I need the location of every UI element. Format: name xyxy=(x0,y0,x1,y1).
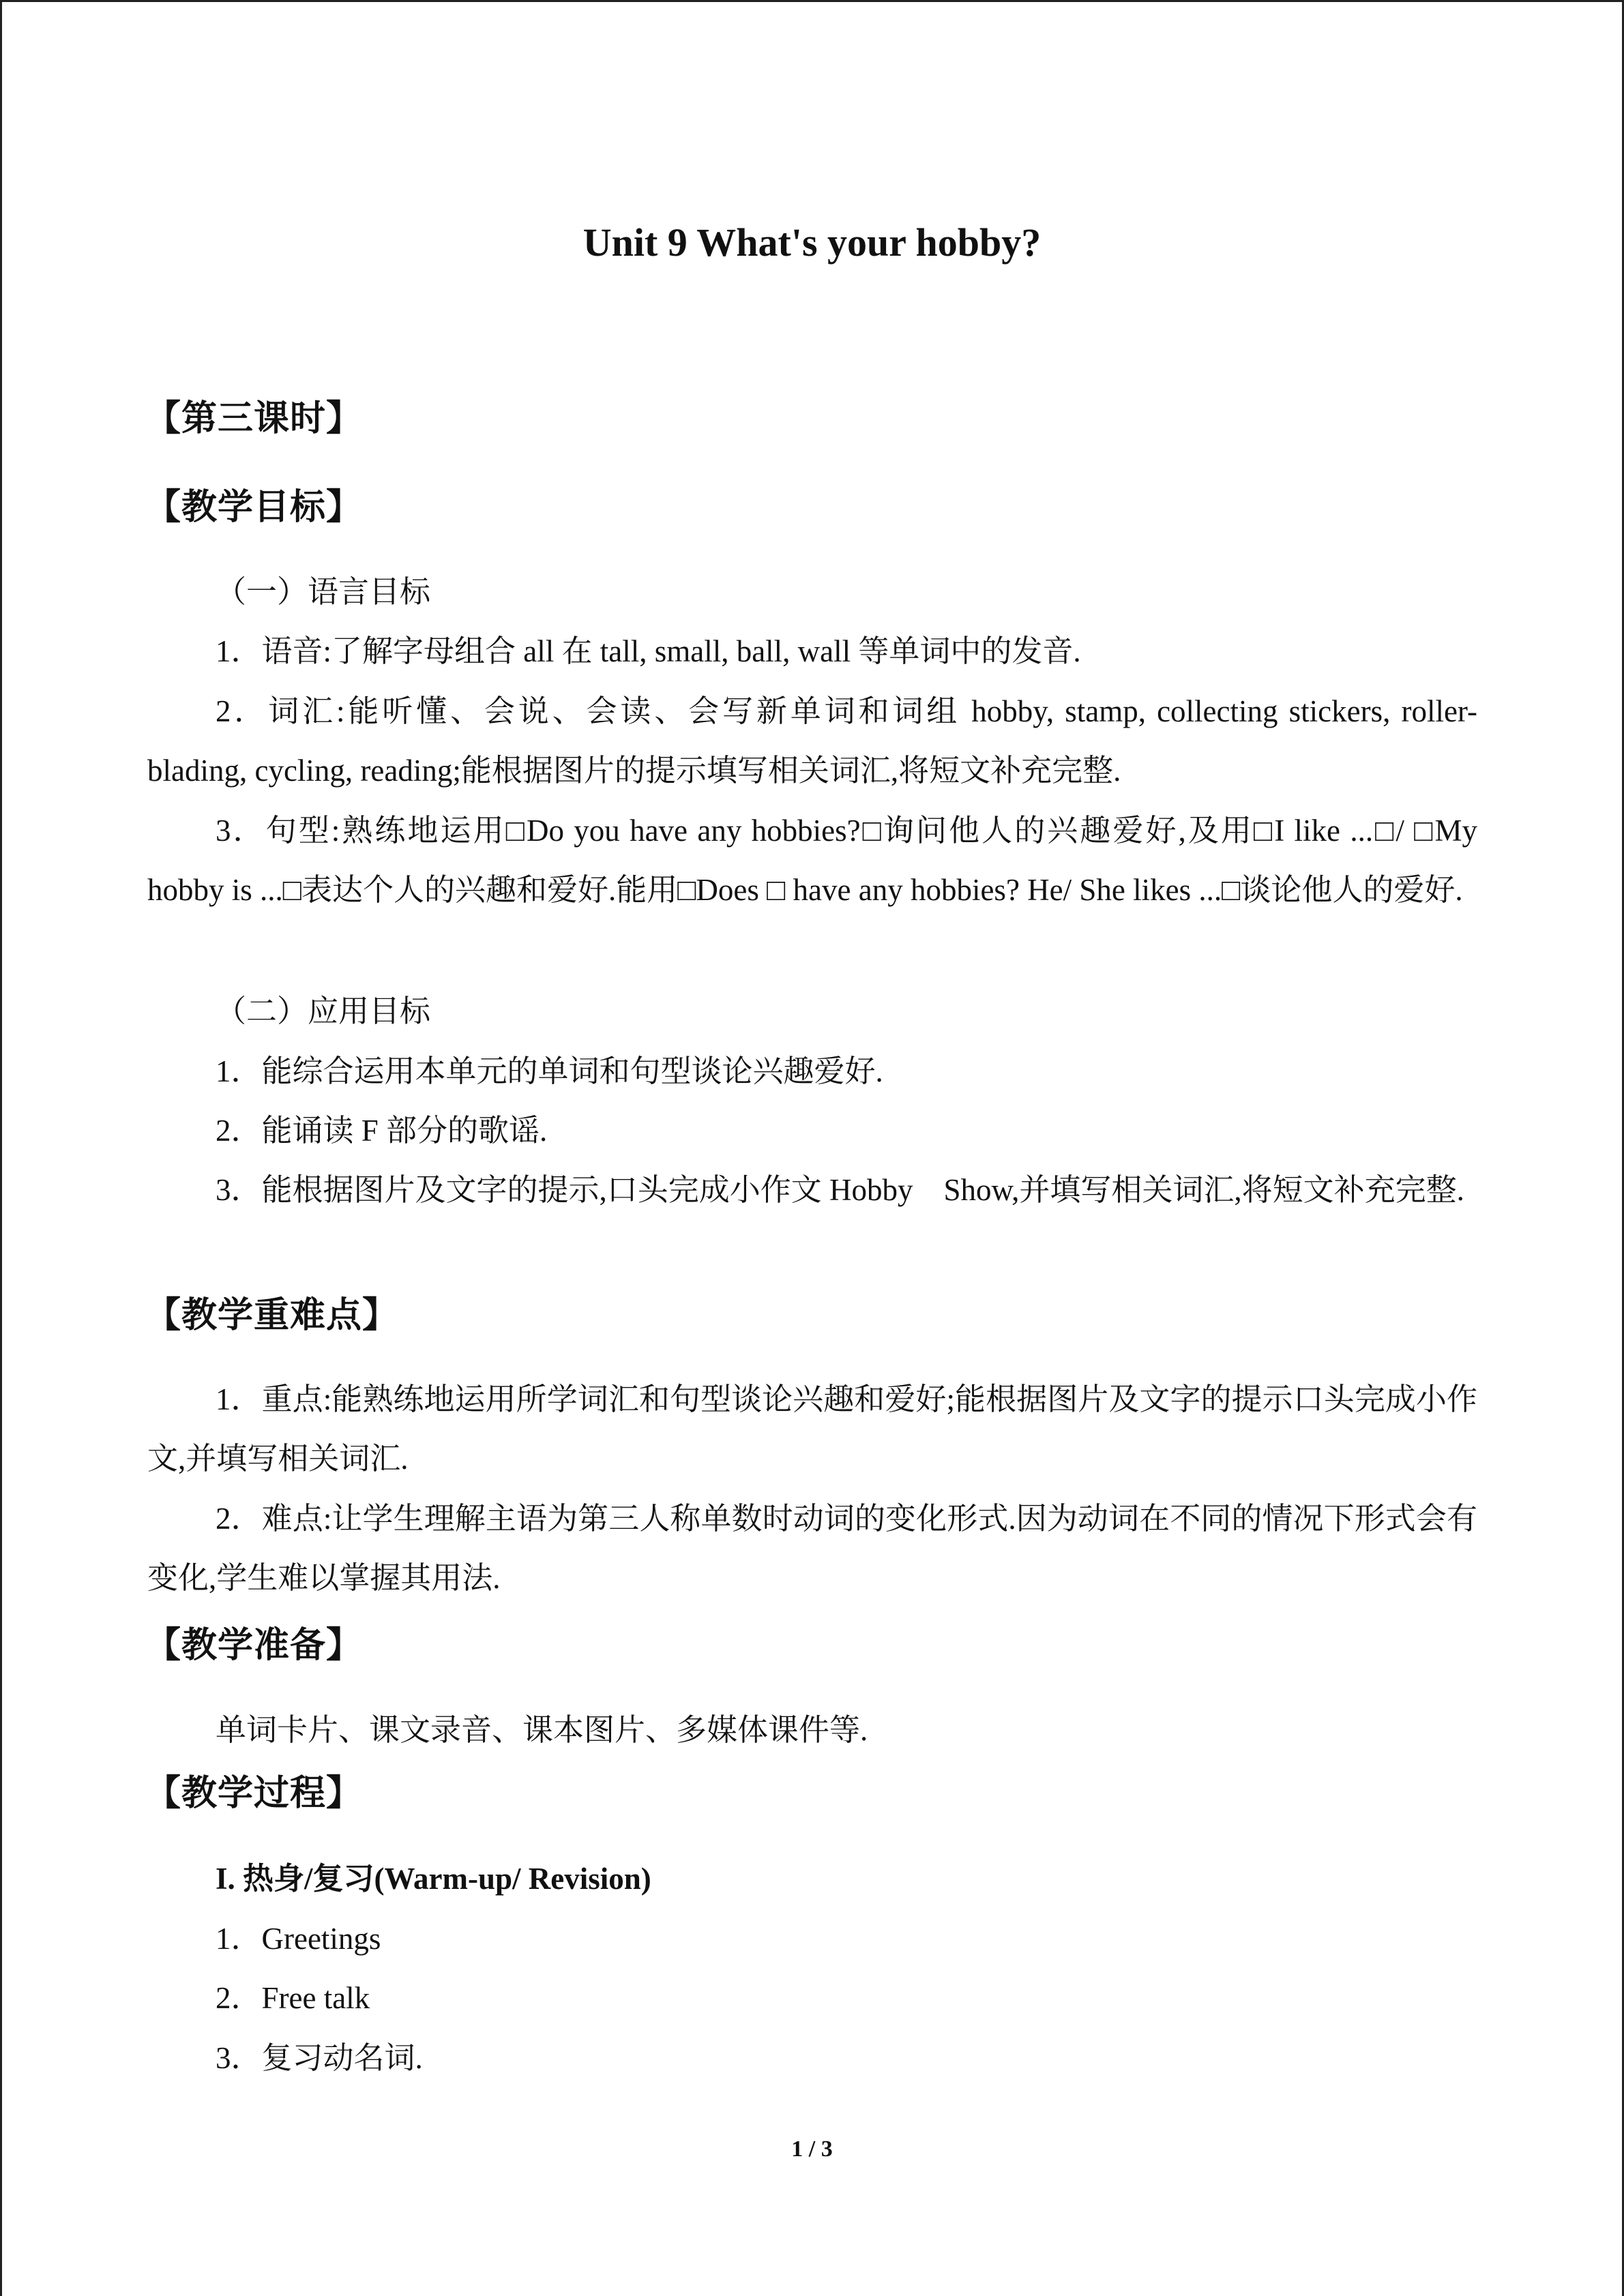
application-goal-item: 3．能根据图片及文字的提示,口头完成小作文 Hobby Show,并填写相关词汇,将短文补充完整. xyxy=(216,1173,1464,1207)
process-item: 3．复习动名词. xyxy=(216,2041,423,2075)
language-goal-item: 2．词汇:能听懂、会说、会读、会写新单词和词组 hobby, stamp, collecting stickers, roller-blading, cycling, reading;能根据图片的提示填写相关词汇,将短文补充完整. xyxy=(147,694,1477,788)
language-goals-title: （一）语言目标 xyxy=(216,575,431,609)
heading-key-points: 【教学重难点】 xyxy=(145,1296,399,1335)
heading-preparation: 【教学准备】 xyxy=(145,1626,363,1665)
page-border-top xyxy=(0,0,1624,2)
process-item: 1．Greetings xyxy=(216,1922,381,1956)
application-goal-item: 2．能诵读 F 部分的歌谣. xyxy=(216,1114,548,1148)
application-goals-title: （二）应用目标 xyxy=(216,994,431,1028)
page-title: Unit 9 What's your hobby? xyxy=(582,220,1042,265)
heading-process: 【教学过程】 xyxy=(145,1774,363,1813)
process-section-title: I. 热身/复习(Warm-up/ Revision) xyxy=(216,1862,651,1896)
key-point-item: 2．难点:让学生理解主语为第三人称单数时动词的变化形式.因为动词在不同的情况下形式会有变化,学生难以掌握其用法. xyxy=(147,1502,1477,1595)
preparation-text: 单词卡片、课文录音、课本图片、多媒体课件等. xyxy=(216,1713,868,1747)
page-number: 1 / 3 xyxy=(791,2136,833,2162)
process-item: 2．Free talk xyxy=(216,1981,370,2015)
application-goal-item: 1．能综合运用本单元的单词和句型谈论兴趣爱好. xyxy=(216,1054,883,1088)
heading-lesson: 【第三课时】 xyxy=(145,400,363,438)
language-goal-item: 3．句型:熟练地运用□Do you have any hobbies?□询问他人的兴趣爱好,及用□I like ...□/ □My hobby is ...□表达个人的兴趣和爱好.能用□Does □ have any hobbies? He/ She likes ...□谈论他人的爱好. xyxy=(147,814,1477,907)
language-goal-item: 1．语音:了解字母组合 all 在 tall, small, ball, wall 等单词中的发音. xyxy=(216,634,1081,668)
key-point-item: 1．重点:能熟练地运用所学词汇和句型谈论兴趣和爱好;能根据图片及文字的提示口头完成小作文,并填写相关词汇. xyxy=(147,1382,1477,1476)
page-border-left xyxy=(0,0,2,2296)
heading-goals: 【教学目标】 xyxy=(145,488,363,527)
